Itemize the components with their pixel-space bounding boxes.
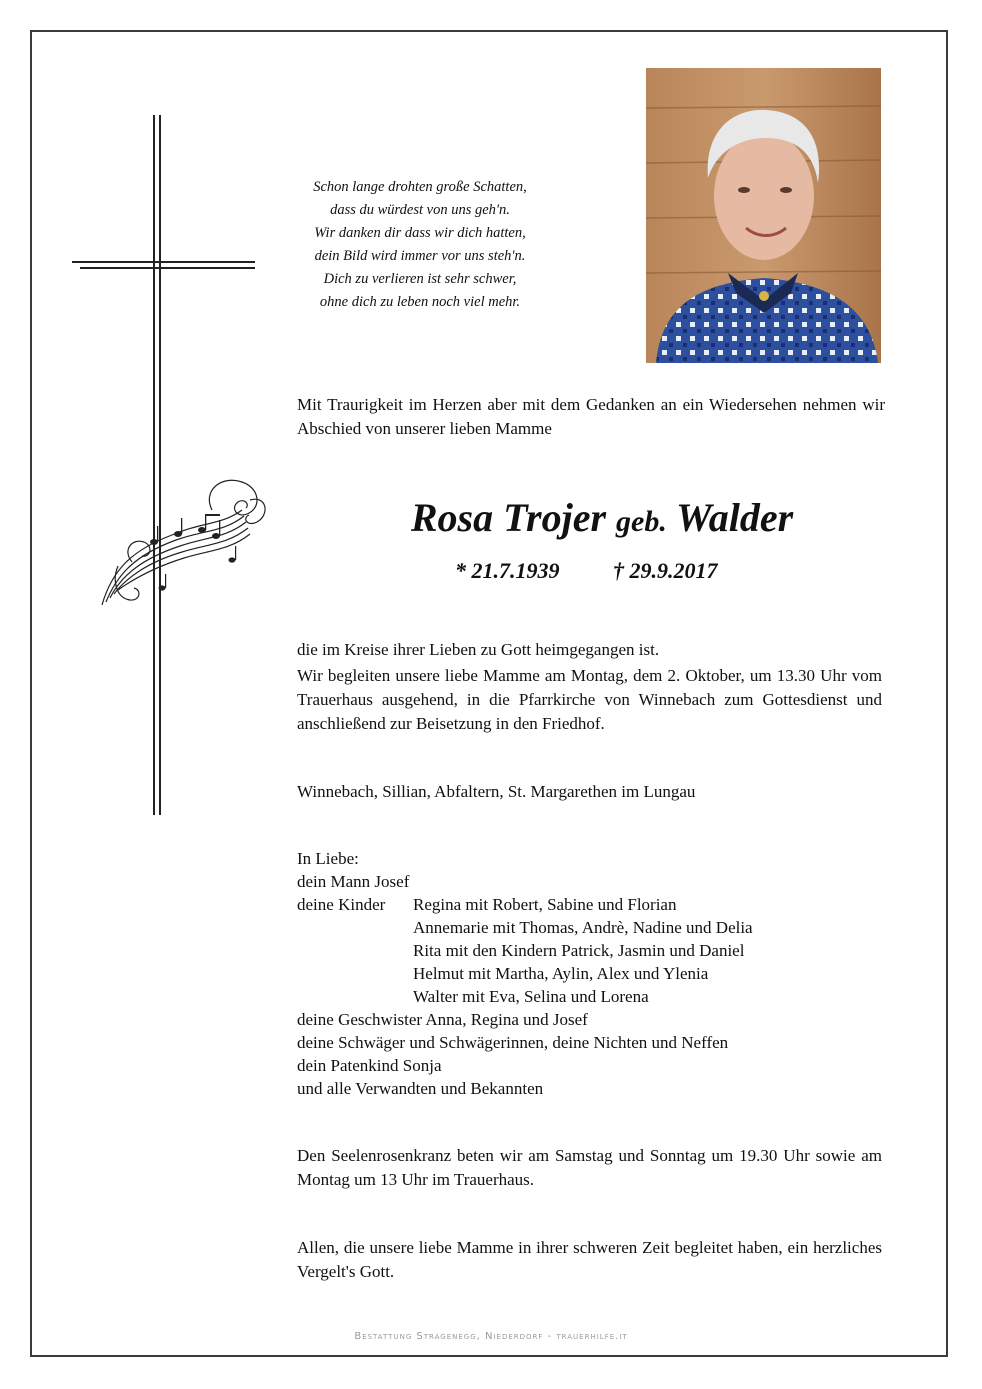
intro-text: Mit Traurigkeit im Herzen aber mit dem Gedanken an ein Wiedersehen nehmen wir Abschied von unserer lieben Mamme <box>297 395 885 438</box>
family-husband: dein Mann Josef <box>297 872 410 891</box>
maiden-name: Walder <box>676 495 794 540</box>
family-siblings: deine Geschwister Anna, Regina und Josef <box>297 1010 588 1029</box>
cross-icon-vertical-line <box>153 115 155 815</box>
poem-line: dass du würdest von uns geh'n. <box>330 202 510 218</box>
funeral-text: Wir begleiten unsere liebe Mamme am Montag, dem 2. Oktober, um 13.30 Uhr vom Trauerhaus ausgehend, in die Pfarrkirche von Winnebach zum Gottesdienst und anschließend zur Beisetzung in den Friedhof. <box>297 666 882 733</box>
child-entry: Rita mit den Kindern Patrick, Jasmin und Daniel <box>413 941 745 960</box>
poem-line: Dich zu verlieren ist sehr schwer, <box>323 271 517 287</box>
child-entry: Helmut mit Martha, Aylin, Alex und Ylenia <box>413 964 709 983</box>
child-entry: Walter mit Eva, Selina und Lorena <box>413 987 649 1006</box>
life-dates <box>455 557 718 585</box>
poem-line: ohne dich zu leben noch viel mehr. <box>319 294 521 310</box>
places-text: Winnebach, Sillian, Abfaltern, St. Margarethen im Lungau <box>297 782 696 801</box>
family-godchild: dein Patenkind Sonja <box>297 1056 442 1075</box>
poem-line: Schon lange drohten große Schatten, <box>313 179 527 195</box>
portrait-photo <box>646 68 881 363</box>
thanks-text: Allen, die unsere liebe Mamme in ihrer schweren Zeit begleitet haben, ein herzliches Vergelt's Gott. <box>297 1238 882 1281</box>
cross-icon-horizontal-line <box>72 261 255 263</box>
deceased-full-name: Rosa Trojer <box>410 495 607 540</box>
poem-line: Wir danken dir dass wir dich hatten, <box>314 225 526 241</box>
family-relatives: und alle Verwandten und Bekannten <box>297 1079 544 1098</box>
family-children-row <box>297 893 897 916</box>
deceased-name <box>297 493 907 547</box>
cross-icon-vertical-line-inner <box>159 115 161 815</box>
music-notes-ornament-icon <box>92 470 270 615</box>
birth-date: * 21.7.1939 <box>455 558 560 583</box>
child-entry: Annemarie mit Thomas, Andrè, Nadine und Delia <box>413 918 753 937</box>
death-date: † 29.9.2017 <box>613 558 718 583</box>
family-list <box>297 847 897 1100</box>
poem <box>300 176 540 314</box>
poem-line: dein Bild wird immer vor uns steh'n. <box>314 248 526 264</box>
rosary-text: Den Seelenrosenkranz beten wir am Samstag und Sonntag um 19.30 Uhr sowie am Montag um 13 Uhr im Trauerhaus. <box>297 1146 882 1189</box>
children-label: deine Kinder <box>297 895 386 914</box>
cross-icon-horizontal-line-inner <box>80 267 255 269</box>
family-inlaws: deine Schwäger und Schwägerinnen, deine Nichten und Neffen <box>297 1033 729 1052</box>
footer-credit: Bestattung Stragenegg, Niederdorf - trauerhilfe.it <box>354 1331 628 1342</box>
geb-label: geb. <box>616 505 667 538</box>
passed-text: die im Kreise ihrer Lieben zu Gott heimgegangen ist. <box>297 640 660 659</box>
child-entry: Regina mit Robert, Sabine und Florian <box>413 895 677 914</box>
family-heading: In Liebe: <box>297 849 359 868</box>
